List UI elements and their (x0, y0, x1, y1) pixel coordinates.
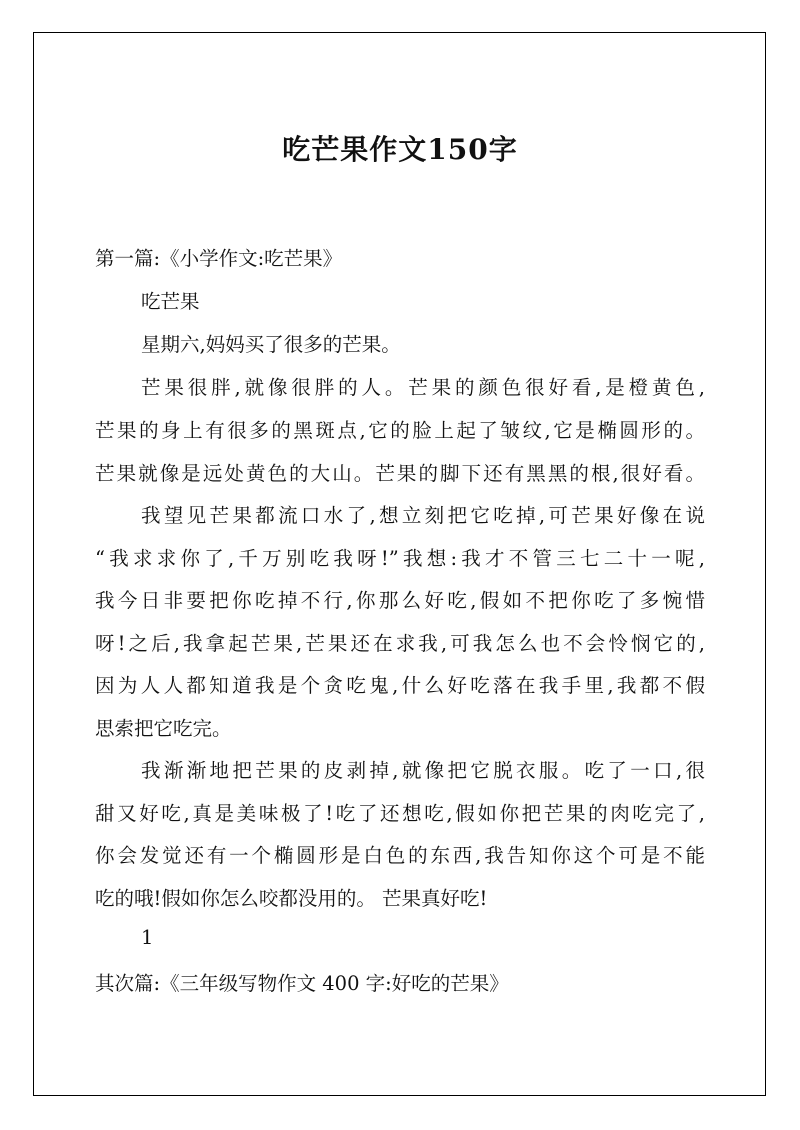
paragraph-line: 吃的哦!假如你怎么咬都没用的。 芒果真好吃! (95, 887, 488, 910)
paragraph-line: 芒果很胖,就像很胖的人。芒果的颜色很好看,是橙黄色, (141, 376, 705, 399)
section1-heading: 第一篇:《小学作文:吃芒果》 (95, 247, 343, 270)
paragraph-line: 思索把它吃完。 (95, 717, 232, 740)
essay-title: 吃芒果 (141, 290, 200, 313)
paragraph-line: 芒果就像是远处黄色的大山。芒果的脚下还有黑黑的根,很好看。 (95, 462, 705, 485)
document-title: 吃芒果作文150字 (282, 133, 518, 166)
paragraph-line: 我渐渐地把芒果的皮剥掉,就像把它脱衣服。吃了一口,很 (141, 759, 705, 782)
paragraph-line: 我今日非要把你吃掉不行,你那么好吃,假如不把你吃了多惋惜 (95, 589, 705, 612)
paragraph-line: “我求求你了,千万别吃我呀!”我想:我才不管三七二十一呢, (95, 547, 705, 570)
paragraph-line: 甜又好吃,真是美味极了!吃了还想吃,假如你把芒果的肉吃完了, (95, 802, 705, 825)
paragraph-line: 我望见芒果都流口水了,想立刻把它吃掉,可芒果好像在说 (141, 504, 705, 527)
page-number: 1 (141, 926, 154, 949)
paragraph-line: 你会发觉还有一个椭圆形是白色的东西,我告知你这个可是不能 (95, 844, 705, 867)
paragraph-line: 星期六,妈妈买了很多的芒果。 (141, 333, 401, 356)
paragraph-line: 呀!之后,我拿起芒果,芒果还在求我,可我怎么也不会怜悯它的, (95, 632, 705, 655)
paragraph-line: 因为人人都知道我是个贪吃鬼,什么好吃落在我手里,我都不假 (95, 674, 705, 697)
paragraph-line: 芒果的身上有很多的黑斑点,它的脸上起了皱纹,它是椭圆形的。 (95, 419, 705, 442)
section2-heading: 其次篇:《三年级写物作文 400 字:好吃的芒果》 (95, 972, 509, 995)
